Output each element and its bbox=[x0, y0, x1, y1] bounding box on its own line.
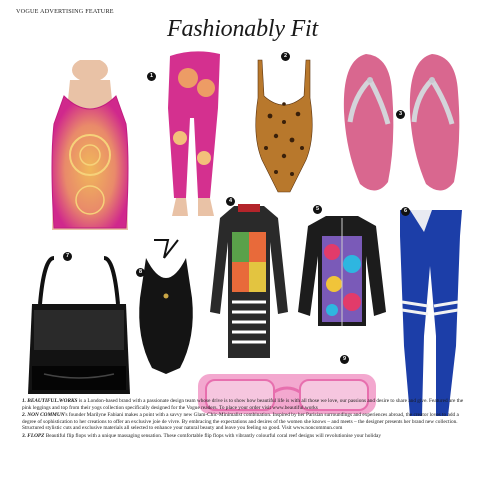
item-number-badge: 1 bbox=[147, 72, 156, 81]
item-black-tote-bag bbox=[24, 254, 134, 400]
item-number-badge: 7 bbox=[63, 252, 72, 261]
item-printed-zip-jacket bbox=[296, 212, 388, 330]
captions bbox=[22, 398, 468, 440]
item-flip-flops bbox=[336, 52, 468, 198]
item-number-badge: 2 bbox=[281, 52, 290, 61]
caption-3 bbox=[22, 433, 468, 440]
item-number-badge: 4 bbox=[226, 197, 235, 206]
caption-brand: 1. BEAUTIFUL.WORKS bbox=[22, 398, 78, 404]
item-leopard-swimsuit bbox=[246, 56, 322, 196]
item-blue-leggings bbox=[392, 206, 470, 420]
caption-1 bbox=[22, 398, 468, 411]
caption-brand: 3. FLOPZ bbox=[22, 432, 45, 439]
caption-text: is a London-based brand with a passionate design team whose drive is to show how beautiful life is with all those we love, our passions and desire to share and give. Featured are the pink leggings and top from their yogs collection specifically designed for the Vogue readers. To place your order visit www.beautiful.works bbox=[22, 398, 464, 411]
item-number-badge: 9 bbox=[340, 355, 349, 364]
item-tank-top bbox=[30, 60, 150, 240]
caption-2 bbox=[22, 412, 468, 432]
item-number-badge: 3 bbox=[396, 110, 405, 119]
page-title: Fashionably Fit bbox=[167, 16, 318, 42]
caption-text: Beautiful flip flops with a unique massaging sensation. These comfortable flip flops with vibrantly colourful coral reef designs will revolutionise your holiday bbox=[44, 432, 381, 439]
item-number-badge: 6 bbox=[401, 207, 410, 216]
feature-label: VOGUE ADVERTISING FEATURE bbox=[16, 8, 114, 15]
item-leggings bbox=[158, 48, 228, 218]
item-printed-long-jacket bbox=[208, 202, 290, 362]
item-black-halter-swimsuit bbox=[134, 238, 198, 376]
item-number-badge: 5 bbox=[313, 205, 322, 214]
caption-text: 's founder Marilyne Fabiani makes a point with a savvy new Glam-Chic-Minimalist combination. Inspired by her Parisian surroundings and experiences abroad, the creator loves to add a degree of sophistication to her creations to offer an exclusive joie de vivre. By embracing the expectations and desires of the women she knows – and meets – the designer presents her brand new collection. Structured stylistic cuts and exclusive materials all selected to enhance your natural beauty and leave you feeling so good. Visit www.noncommun.com bbox=[22, 411, 459, 432]
item-number-badge: 8 bbox=[136, 268, 145, 277]
caption-brand: 2. NON COMMUN bbox=[22, 411, 65, 418]
